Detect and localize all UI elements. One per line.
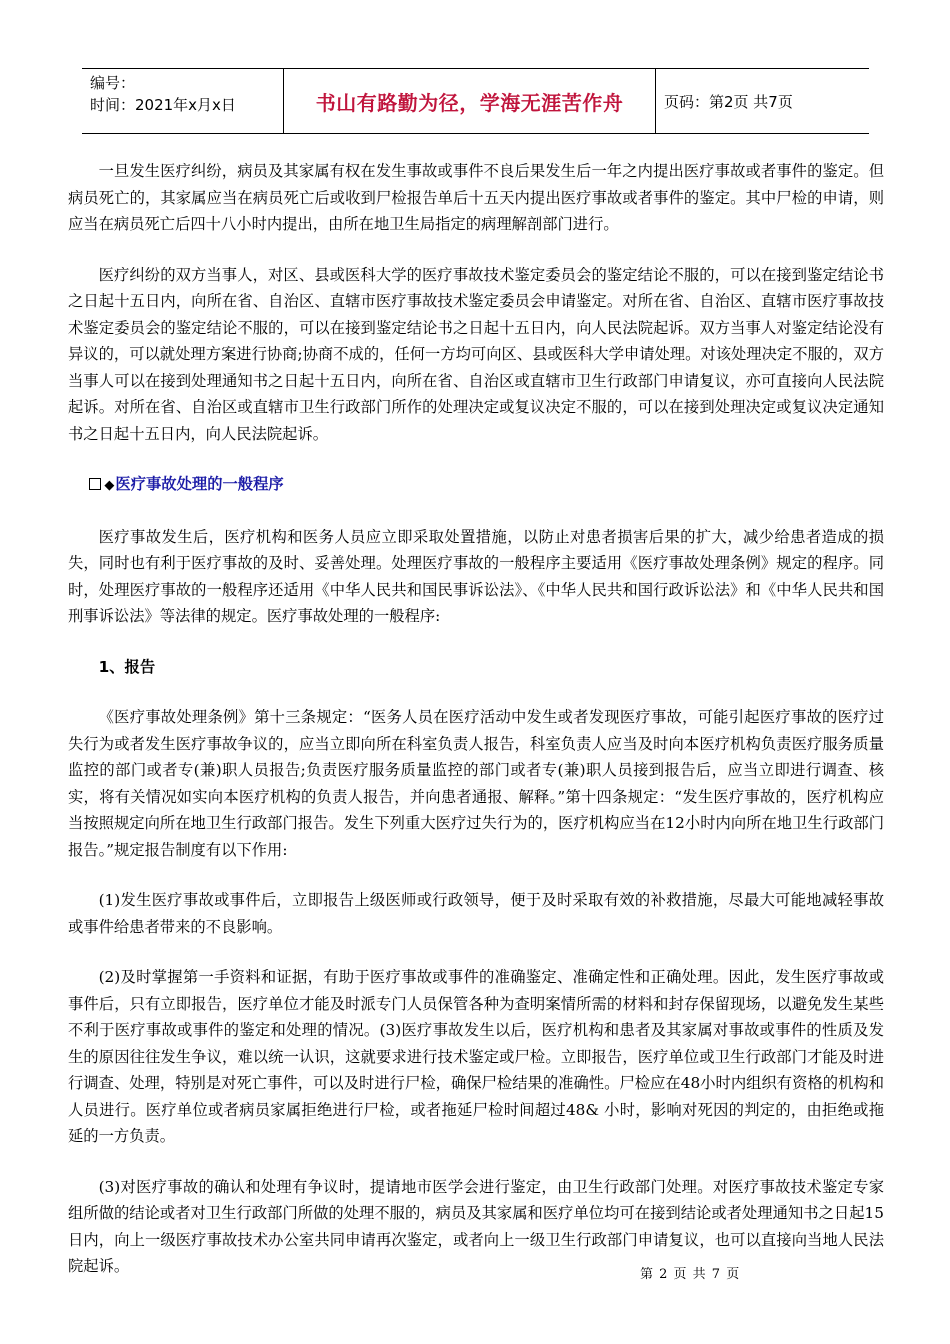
paragraph-2: 医疗纠纷的双方当事人，对区、县或医科大学的医疗事故技术鉴定委员会的鉴定结论不服的，可以在接到鉴定结论书之日起十五日内，向所在省、自治区、直辖市医疗事故技术鉴定委员会申请鉴定。对所在省、自治区、直辖市医疗事故技术鉴定委员会的鉴定结论不服的，可以在接到鉴定结论书之日起十五日内，向人民法院起诉。双方当事人对鉴定结论没有异议的，可以就处理方案进行协商;协商不成的，任何一方均可向区、县或医科大学申请处理。对该处理决定不服的，双方当事人可以在接到处理通知书之日起十五日内，向所在省、自治区或直辖市卫生行政部门申请复议，亦可直接向人民法院起诉。对所在省、自治区或直辖市卫生行政部门所作的处理决定或复议决定不服的，可以在接到处理决定或复议决定通知书之日起十五日内，向人民法院起诉。	[68, 265, 884, 443]
paragraph-7: (3)对医疗事故的确认和处理有争议时，提请地市医学会进行鉴定，由卫生行政部门处理。对医疗事故技术鉴定专家组所做的结论或者对卫生行政部门所做的处理不服的，病员及其家属和医疗单位均可在接到结论或者处理通知书之日起15日内，向上一级医疗事故技术办公室共同申请再次鉴定，或者向上一级卫生行政部门申请复议，也可以直接向当地人民法院起诉。	[68, 1177, 884, 1275]
page-footer: 第 2 页 共 7 页	[640, 1267, 741, 1282]
diamond-icon: ◆	[104, 478, 115, 493]
header-table	[82, 68, 869, 134]
page-label: 页码：第2页 共7页	[664, 92, 793, 111]
paragraph-5: (1)发生医疗事故或事件后，立即报告上级医师或行政领导，便于及时采取有效的补救措施，尽最大可能地减轻事故或事件给患者带来的不良影响。	[68, 891, 884, 936]
section-heading	[68, 471, 884, 500]
paragraph-4: 《医疗事故处理条例》第十三条规定：“医务人员在医疗活动中发生或者发现医疗事故，可能引起医疗事故的医疗过失行为或者发生医疗事故争议的，应当立即向所在科室负责人报告，科室负责人应当及时向本医疗机构负责医疗服务质量监控的部门或者专(兼)职人员报告;负责医疗服务质量监控的部门或者专(兼)职人员接到报告后，应当立即进行调查、核实，将有关情况如实向本医疗机构的负责人报告，并向患者通报、解释。”第十四条规定：“发生医疗事故的，医疗机构应当按照规定向所在地卫生行政部门报告。发生下列重大医疗过失行为的，医疗机构应当在12小时内向所在地卫生行政部门报告。”规定报告制度有以下作用:	[68, 708, 884, 859]
paragraph-3: 医疗事故发生后，医疗机构和医务人员应立即采取处置措施，以防止对患者损害后果的扩大，减少给患者造成的损失，同时也有利于医疗事故的及时、妥善处理。处理医疗事故的一般程序主要适用《医疗事故处理条例》规定的程序。同时，处理医疗事故的一般程序还适用《中华人民共和国民事诉讼法》、《中华人民共和国行政诉讼法》和《中华人民共和国刑事诉讼法》等法律的规定。医疗事故处理的一般程序:	[68, 527, 884, 625]
section-title[interactable]: 医疗事故处理的一般程序	[115, 475, 284, 493]
header-page-cell	[656, 69, 869, 133]
subheading-report: 1、报告	[98, 657, 156, 676]
number-label: 编号：	[90, 74, 136, 92]
motto-text: 书山有路勤为径，学海无涯苦作舟	[315, 90, 624, 115]
header-meta	[82, 69, 283, 133]
document-body	[68, 158, 884, 1304]
paragraph-6: (2)及时掌握第一手资料和证据，有助于医疗事故或事件的准确鉴定、准确定性和正确处理。因此，发生医疗事故或事件后，只有立即报告，医疗单位才能及时派专门人员保管各种为查明案情所需的材料和封存保留现场，以避免发生某些不利于医疗事故或事件的鉴定和处理的情况。(3)医疗事故发生以后，医疗机构和患者及其家属对事故或事件的性质及发生的原因往往发生争议，难以统一认识，这就要求进行技术鉴定或尸检。立即报告，医疗单位或卫生行政部门才能及时进行调查、处理，特别是对死亡事件，可以及时进行尸检，确保尸检结果的准确性。尸检应在48小时内组织有资格的机构和人员进行。医疗单位或者病员家属拒绝进行尸检，或者拖延尸检时间超过48& 小时，影响对死因的判定的，由拒绝或拖延的一方负责。	[68, 968, 884, 1145]
time-label: 时间：2021年x月x日	[90, 96, 236, 114]
checkbox-square-icon	[89, 478, 101, 490]
paragraph-1: 一旦发生医疗纠纷，病员及其家属有权在发生事故或事件不良后果发生后一年之内提出医疗事故或者事件的鉴定。但病员死亡的，其家属应当在病员死亡后或收到尸检报告单后十五天内提出医疗事故或者事件的鉴定。其中尸检的申请，则应当在病员死亡后四十八小时内提出，由所在地卫生局指定的病理解剖部门进行。	[68, 162, 884, 233]
header-motto-cell	[283, 69, 656, 133]
